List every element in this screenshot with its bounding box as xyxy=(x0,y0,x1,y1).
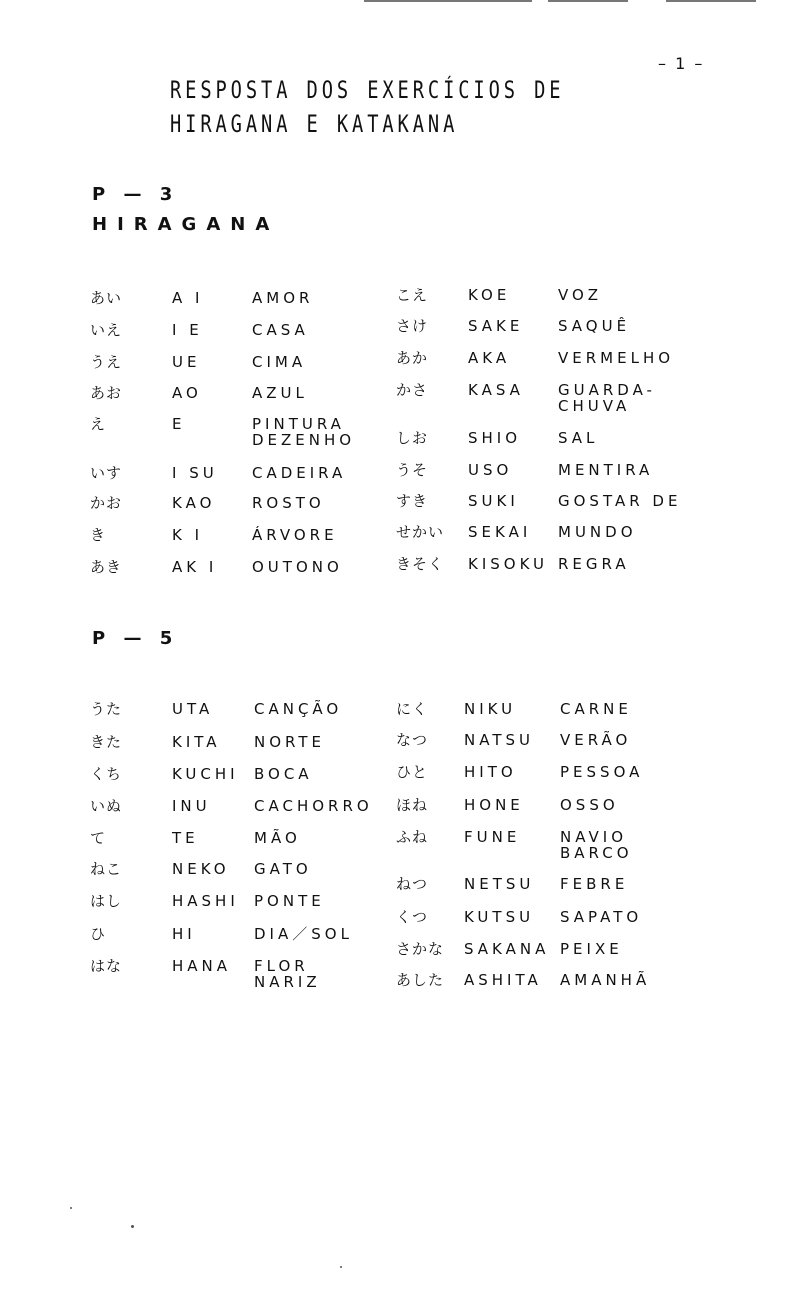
vocab-meaning: OUTONO xyxy=(252,558,343,576)
scan-speck xyxy=(340,1266,342,1268)
vocab-romaji: UE xyxy=(172,353,201,371)
vocab-kana: うそ xyxy=(396,461,429,479)
vocab-romaji: HANA xyxy=(172,957,232,975)
vocab-kana: しお xyxy=(396,429,429,447)
vocab-romaji: I SU xyxy=(172,464,218,482)
vocab-meaning: AMANHÃ xyxy=(560,971,651,989)
vocab-kana: いぬ xyxy=(90,797,123,815)
vocab-kana: ひ xyxy=(90,925,107,943)
document-title-line-2: HIRAGANA E KATAKANA xyxy=(170,110,459,138)
vocab-kana: なつ xyxy=(396,731,429,749)
vocab-romaji: KOE xyxy=(468,286,511,304)
vocab-romaji: UTA xyxy=(172,700,214,718)
vocab-meaning: NAVIO BARCO xyxy=(560,828,633,862)
vocab-meaning: MUNDO xyxy=(558,523,637,541)
vocab-romaji: KUTSU xyxy=(464,908,535,926)
vocab-meaning: FEBRE xyxy=(560,875,629,893)
section-subtitle-hiragana: HIRAGANA xyxy=(92,214,280,235)
vocab-kana: あい xyxy=(90,289,123,307)
vocab-romaji: AKA xyxy=(468,349,511,367)
scan-speck xyxy=(70,1207,72,1209)
vocab-romaji: A I xyxy=(172,289,204,307)
vocab-kana: あした xyxy=(396,971,445,989)
vocab-meaning: PINTURA DEZENHO xyxy=(252,415,356,449)
vocab-kana: はし xyxy=(90,892,123,910)
vocab-meaning: REGRA xyxy=(558,555,630,573)
vocab-meaning: CACHORRO xyxy=(254,797,373,815)
section-code-p5: P — 5 xyxy=(92,628,179,649)
vocab-meaning: ÁRVORE xyxy=(252,526,338,544)
vocab-kana: せかい xyxy=(396,523,445,541)
vocab-romaji: SHIO xyxy=(468,429,522,447)
vocab-meaning: SAPATO xyxy=(560,908,643,926)
vocab-kana: にく xyxy=(396,700,429,718)
vocab-kana: かお xyxy=(90,494,123,512)
vocab-kana: こえ xyxy=(396,286,429,304)
vocab-romaji: K I xyxy=(172,526,204,544)
vocab-romaji: KUCHI xyxy=(172,765,239,783)
vocab-kana: きた xyxy=(90,733,123,751)
vocab-romaji: HITO xyxy=(464,763,517,781)
vocab-kana: え xyxy=(90,415,107,433)
vocab-meaning: CANÇÃO xyxy=(254,700,343,718)
vocab-romaji: KASA xyxy=(468,381,524,399)
vocab-romaji: HASHI xyxy=(172,892,239,910)
vocab-meaning: OSSO xyxy=(560,796,619,814)
vocab-meaning: ROSTO xyxy=(252,494,325,512)
vocab-kana: ねこ xyxy=(90,860,123,878)
vocab-kana: あか xyxy=(396,349,429,367)
vocab-kana: うえ xyxy=(90,353,123,371)
vocab-romaji: KITA xyxy=(172,733,221,751)
vocab-romaji: NIKU xyxy=(464,700,517,718)
vocab-kana: はな xyxy=(90,957,123,975)
vocab-meaning: DIA／SOL xyxy=(254,925,353,943)
vocab-meaning: AMOR xyxy=(252,289,314,307)
vocab-meaning: BOCA xyxy=(254,765,313,783)
vocab-kana: うた xyxy=(90,700,123,718)
vocab-kana: くつ xyxy=(396,908,429,926)
vocab-romaji: USO xyxy=(468,461,513,479)
vocab-meaning: GATO xyxy=(254,860,312,878)
vocab-meaning: CASA xyxy=(252,321,309,339)
vocab-kana: かさ xyxy=(396,381,429,399)
vocab-romaji: ASHITA xyxy=(464,971,542,989)
vocab-meaning: VERÃO xyxy=(560,731,632,749)
vocab-meaning: CIMA xyxy=(252,353,307,371)
vocab-romaji: SUKI xyxy=(468,492,519,510)
top-rule-line xyxy=(666,0,756,2)
vocab-kana: あお xyxy=(90,384,123,402)
vocab-romaji: KAO xyxy=(172,494,216,512)
section-code-p3: P — 3 xyxy=(92,184,179,205)
vocab-romaji: I E xyxy=(172,321,203,339)
vocab-meaning: FLOR NARIZ xyxy=(254,957,321,991)
vocab-kana: さかな xyxy=(396,940,445,958)
scan-speck xyxy=(131,1225,134,1228)
vocab-kana: ねつ xyxy=(396,875,429,893)
vocab-meaning: SAL xyxy=(558,429,599,447)
vocab-romaji: AO xyxy=(172,384,202,402)
vocab-kana: ほね xyxy=(396,796,429,814)
page-number: – 1 – xyxy=(658,54,705,73)
vocab-romaji: NATSU xyxy=(464,731,534,749)
vocab-kana: いえ xyxy=(90,321,123,339)
vocab-meaning: SAQUÊ xyxy=(558,317,631,335)
vocab-meaning: GOSTAR DE xyxy=(558,492,682,510)
vocab-kana: すき xyxy=(396,492,429,510)
vocab-romaji: NETSU xyxy=(464,875,535,893)
vocab-romaji: TE xyxy=(172,829,199,847)
vocab-romaji: E xyxy=(172,415,186,433)
vocab-meaning: NORTE xyxy=(254,733,325,751)
vocab-meaning: PONTE xyxy=(254,892,325,910)
top-rule-line xyxy=(364,0,532,2)
vocab-romaji: HI xyxy=(172,925,196,943)
vocab-kana: さけ xyxy=(396,317,429,335)
vocab-meaning: VERMELHO xyxy=(558,349,675,367)
vocab-romaji: AK I xyxy=(172,558,218,576)
vocab-meaning: MENTIRA xyxy=(558,461,654,479)
top-rule-line xyxy=(548,0,628,2)
vocab-romaji: HONE xyxy=(464,796,524,814)
vocab-romaji: INU xyxy=(172,797,211,815)
vocab-kana: きそく xyxy=(396,555,445,573)
vocab-romaji: SEKAI xyxy=(468,523,532,541)
vocab-kana: ひと xyxy=(396,763,429,781)
vocab-meaning: CARNE xyxy=(560,700,632,718)
document-title-line-1: RESPOSTA DOS EXERCÍCIOS DE xyxy=(170,76,565,104)
vocab-meaning: VOZ xyxy=(558,286,603,304)
vocab-meaning: PESSOA xyxy=(560,763,644,781)
vocab-kana: ふね xyxy=(396,828,429,846)
vocab-romaji: FUNE xyxy=(464,828,521,846)
vocab-kana: て xyxy=(90,829,107,847)
vocab-romaji: NEKO xyxy=(172,860,230,878)
vocab-meaning: MÃO xyxy=(254,829,301,847)
vocab-romaji: KISOKU xyxy=(468,555,549,573)
vocab-meaning: PEIXE xyxy=(560,940,623,958)
vocab-kana: あき xyxy=(90,558,123,576)
vocab-meaning: CADEIRA xyxy=(252,464,347,482)
vocab-meaning: GUARDA- CHUVA xyxy=(558,381,656,415)
vocab-romaji: SAKE xyxy=(468,317,524,335)
vocab-kana: くち xyxy=(90,765,123,783)
vocab-meaning: AZUL xyxy=(252,384,308,402)
vocab-kana: いす xyxy=(90,464,123,482)
vocab-romaji: SAKANA xyxy=(464,940,550,958)
vocab-kana: き xyxy=(90,526,107,544)
